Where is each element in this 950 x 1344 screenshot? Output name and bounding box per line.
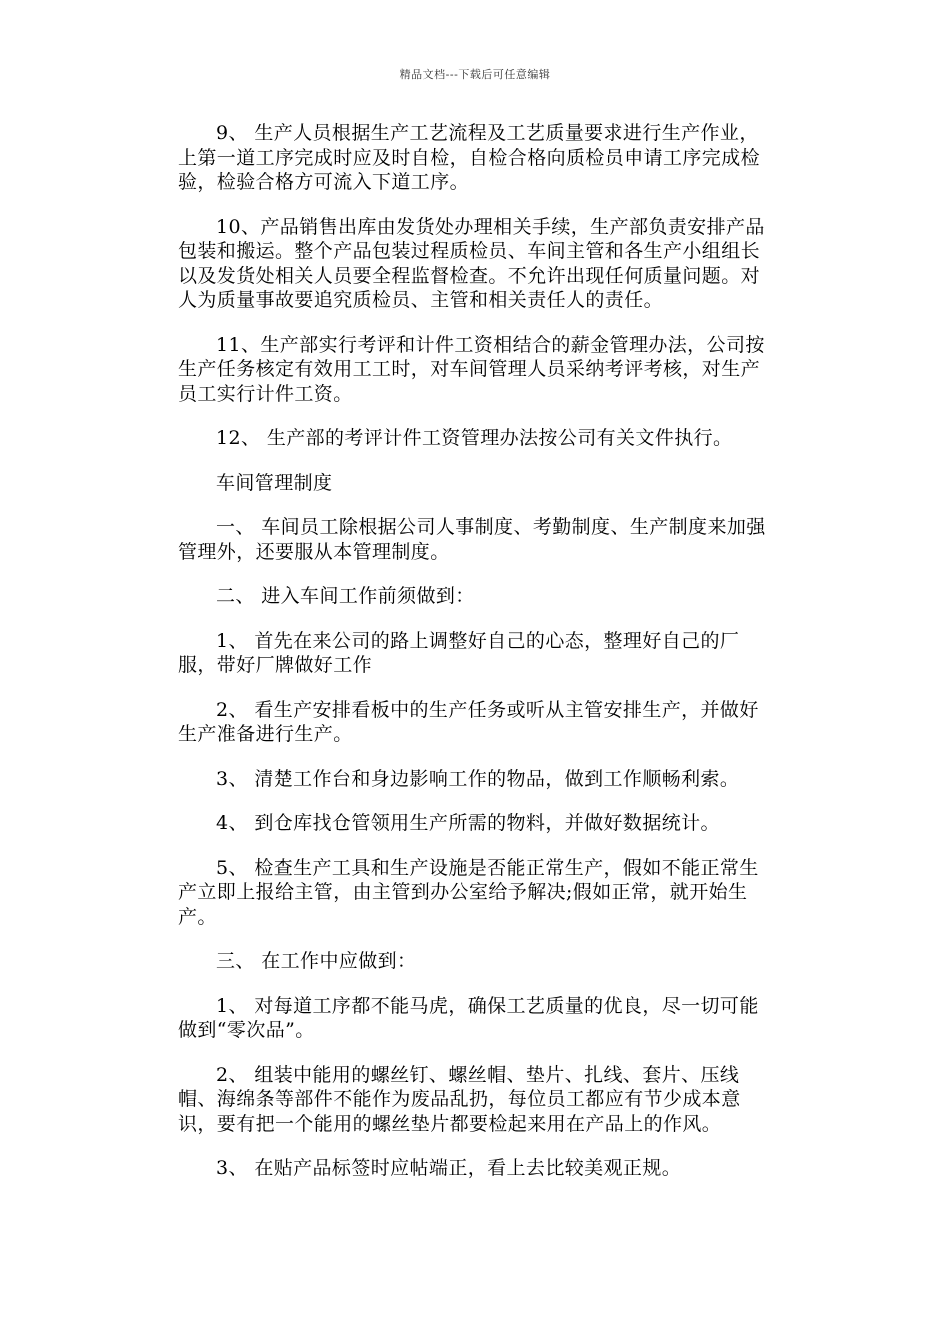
- paragraph-during-work-3: 3、 在贴产品标签时应帖端正，看上去比较美观正规。: [216, 1157, 682, 1179]
- paragraph-12: 12、 生产部的考评计件工资管理办法按公司有关文件执行。: [216, 427, 733, 449]
- page-header: 精品文档---下载后可任意编辑: [399, 68, 551, 81]
- paragraph-rule-3-heading: 三、 在工作中应做到：: [216, 950, 417, 972]
- paragraph-during-work-2: 2、 组装中能用的螺丝钉、螺丝帽、垫片、扎线、套片、压线帽、海绵条等部件不能作为废品乱扔，每位员工都应有节少成本意识，要有把一个能用的螺丝垫片都要检起来用在产品上的作风。: [178, 1063, 741, 1135]
- paragraph-during-work-1: 1、 对每道工序都不能马虎，确保工艺质量的优良，尽一切可能做到“零次品”。: [178, 994, 759, 1041]
- paragraph-rule-1: 一、 车间员工除根据公司人事制度、考勤制度、生产制度来加强管理外，还要服从本管理制度。: [178, 516, 766, 563]
- document-body: [178, 121, 778, 1201]
- paragraph-9: 9、 生产人员根据生产工艺流程及工艺质量要求进行生产作业，上第一道工序完成时应及时自检，自检合格向质检员申请工序完成检验，检验合格方可流入下道工序。: [178, 122, 761, 193]
- paragraph-10: 10、产品销售出库由发货处办理相关手续，生产部负责安排产品包装和搬运。整个产品包装过程质检员、车间主管和各生产小组组长以及发货处相关人员要全程监督检查。不允许出现任何质量问题。对人为质量事故要追究质检员、主管和相关责任人的责任。: [178, 215, 765, 311]
- paragraph-11: 11、生产部实行考评和计件工资相结合的薪金管理办法，公司按生产任务核定有效用工工时，对车间管理人员采纳考评考核，对生产员工实行计件工资。: [178, 333, 765, 405]
- paragraph-before-work-5: 5、 检查生产工具和生产设施是否能正常生产，假如不能正常生产立即上报给主管，由主管到办公室给予解决;假如正常，就开始生产。: [178, 856, 759, 928]
- paragraph-before-work-2: 2、 看生产安排看板中的生产任务或听从主管安排生产，并做好生产准备进行生产。: [178, 698, 759, 745]
- paragraph-before-work-4: 4、 到仓库找仓管领用生产所需的物料，并做好数据统计。: [216, 812, 720, 834]
- paragraph-before-work-1: 1、 首先在来公司的路上调整好自己的心态，整理好自己的厂服，带好厂牌做好工作: [178, 629, 740, 676]
- paragraph-before-work-3: 3、 清楚工作台和身边影响工作的物品，做到工作顺畅利索。: [216, 767, 740, 790]
- section-title-workshop-rules: 车间管理制度: [216, 471, 333, 494]
- paragraph-rule-2-heading: 二、 进入车间工作前须做到：: [216, 585, 475, 607]
